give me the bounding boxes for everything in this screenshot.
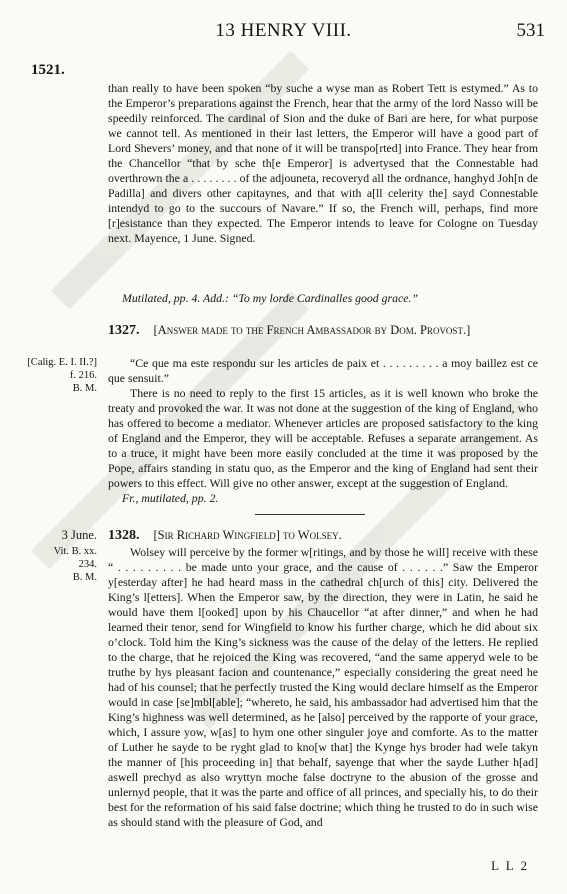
margin-ref-line: B. M. <box>72 572 97 583</box>
entry-1327-note: Fr., mutilated, pp. 2. <box>122 491 219 505</box>
entry-1328-margin-ref <box>0 545 97 584</box>
running-head <box>0 18 567 48</box>
entry-1328-heading <box>108 527 538 544</box>
entry-1327-margin-ref <box>0 356 97 395</box>
margin-ref-line: B. M. <box>72 383 97 394</box>
entry-1327-heading <box>108 322 538 339</box>
entry-1327-body <box>108 356 538 491</box>
margin-ref-line: Vit. B. xx. <box>53 546 97 557</box>
entry-1328-body <box>108 545 538 830</box>
entry-1328-text: Wolsey will perceive by the former w[ritings, and by those he will] receive with these “ . . . . . . . . . be made unto your grace, and the cause of . . . . . .” Saw the Emperor y[esterday after] he had heard mass in the cathedral ch[urch of this] city. Delivered the King’s l[etters]. When the Emperor saw, by the direction, they were in Latin, he said he would have them l[ooked] upon by his Chaucellor “at after dinner,” and when he had learned their tenor, send for Wingfield to know his further charge, which he did about six o’clock. Told him the King’s sickness was the cause of the delay of the letters. He replied to the charge, that he rejoiced the King was recovered, “and the same apperyd wele to be truthe by hys pleasant facion and countenance,” especially considering the great need he had of his counsel; that he perfectly trusted the King would declare himself as the Emperor would in case [se]mbl[able]; “whereto, he said, his ambassador had advertised him that the King’s highness was well determined, as he [also] perceived by the rapporte of your grace, which, I assure yow, w[as] to hym one other singuler joye and comforte. As to the matter of Luther he sayde to be ryght glad to kno[w that] the Kynge hys broder had wele takyn the manner of [his proceeding in] that behalf, sayenge that wher the sayde Luther h[ad] aswell prechyd as also wryttyn moche false doctryne to the abusion of the grosse and unlernyd people, that it was the parte and office of all princes, and specially his, to do their best for the reformation of his said false doctrine; which thing he trusted to do in such wise as should stand with the pleasure of God, and <box>108 545 538 829</box>
entry-1327-text: There is no need to reply to the first 15 articles, as it is well known who broke the treaty and provoked the war. It was not done at the suggestion of the king of England, who has offered to become a mediator. Whenever articles are proposed satisfactory to the king of England and the Emperor, they will be acceptable. Refuses a separate arrangement. As to a truce, it might have been more easily concluded at the time it was proposed by the Pope, affairs standing in statu quo, as the Emperor and the king of England had sent their powers to this effect. Will give no other answer, except at the suggestion of England. <box>108 386 538 490</box>
continuation-note: Mutilated, pp. 4. Add.: “To my lorde Cardinalles good grace.” <box>122 291 419 305</box>
signature-mark: L L 2 <box>491 858 529 873</box>
section-divider <box>255 514 365 515</box>
continuation-text: than really to have been spoken “by suche a wyse man as Robert Tett is estymed.” As to the Emperor’s preparations against the French, hear that the army of the lord Nasso will be speedily reinforced. The cardinal of Sion and the duke of Bari are here, for what purpose we cannot tell. As mentioned in their last letters, the Emperor will have a good part of Lord Shevers’ money, and that none of it will be transpo[rted] into France. They hear from the Chancellor “that by sche th[e Emperor] is advertysed that the Connestable had overthrown the a . . . . . . . . of the adjouneta, recoveryd all the ordnance, hanghyd Joh[n de Padilla] and divers other capitaynes, and that with a[ll celerity the] sayd Connestable intendyd to go to the succours of Navare.” If so, the French will, perhaps, find more [r]esistance than they expected. The Emperor intends to leave for Cologne on Tuesday next. Mayence, 1 June. Signed. <box>108 81 538 245</box>
entry-1328-number: 1328. <box>108 528 140 543</box>
entry-1328-title: [Sir Richard Wingfield] to Wolsey. <box>153 528 342 542</box>
running-title: 13 HENRY VIII. <box>215 20 352 41</box>
margin-ref-line: f. 216. <box>69 370 97 381</box>
margin-ref-line: 234. <box>78 559 97 570</box>
entry-1327-number: 1327. <box>108 323 140 338</box>
margin-ref-line: [Calig. E. I. II.?] <box>27 357 97 368</box>
continuation-block <box>108 81 538 246</box>
year-marker: 1521. <box>31 62 65 78</box>
entry-1327-title: [Answer made to the French Ambassador by Dom. Provost.] <box>153 323 471 337</box>
entry-1327-quote: “Ce que ma este respondu sur les articles de paix et . . . . . . . . . a moy baillez est ce que sensuit.” <box>108 356 538 385</box>
page-number: 531 <box>516 20 545 41</box>
entry-1328-date: 3 June. <box>61 528 97 542</box>
